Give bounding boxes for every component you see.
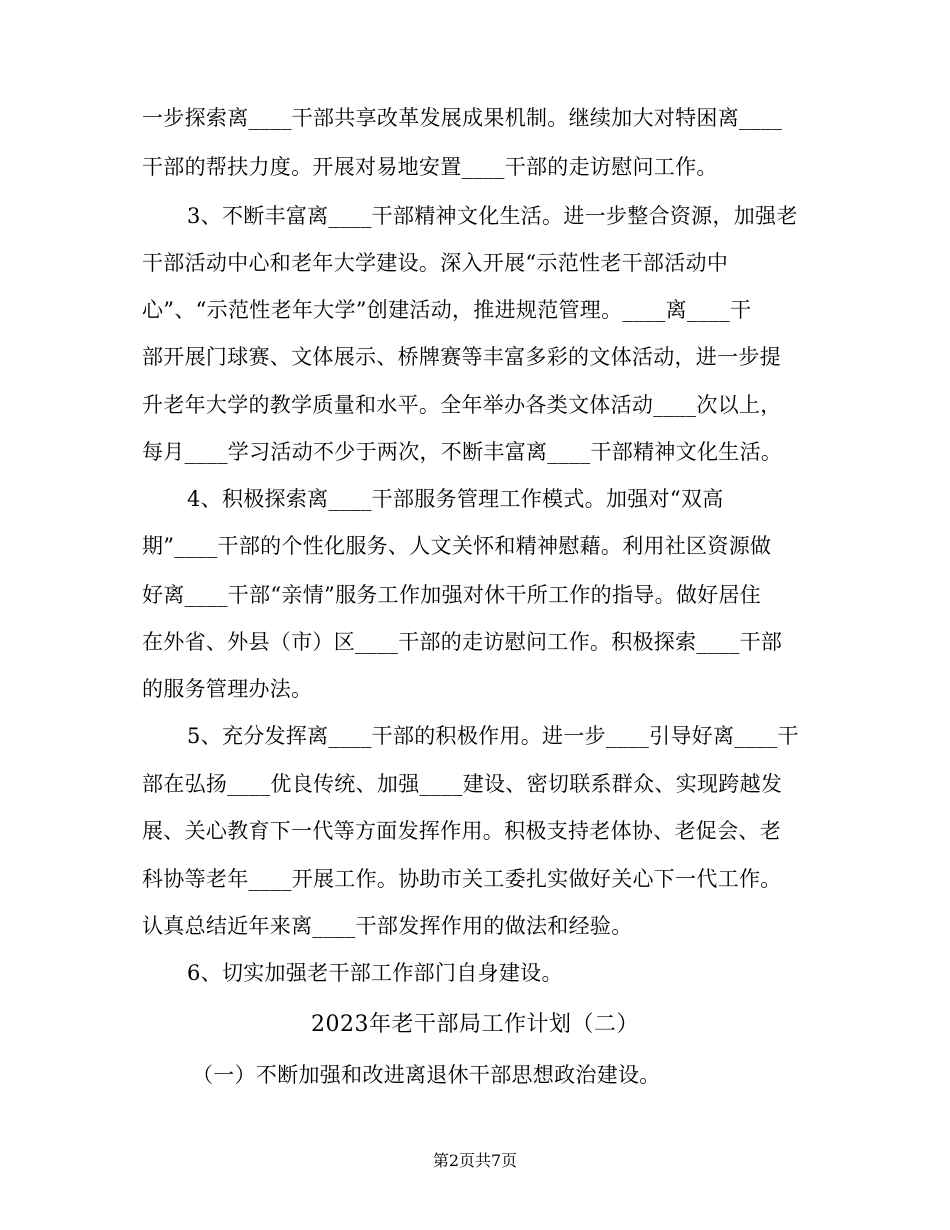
paragraph-5-line-2: 部在弘扬____优良传统、加强____建设、密切联系群众、实现跨越发 [142,772,783,796]
paragraph-5-line-5: 认真总结近年来离____干部发挥作用的做法和经验。 [142,914,633,938]
paragraph-3-line-5: 升老年大学的教学质量和水平。全年举办各类文体活动____次以上， [142,393,782,417]
paragraph-3-line-3: 心”、“示范性老年大学”创建活动，推进规范管理。____离____干 [142,298,752,322]
paragraph-3-line-6: 每月____学习活动不少于两次，不断丰富离____干部精神文化生活。 [142,440,783,464]
paragraph-4-line-3: 好离____干部“亲情”服务工作加强对休干所工作的指导。做好居住 [142,583,762,607]
paragraph-3-line-1: 3、不断丰富离____干部精神文化生活。进一步整合资源，加强老 [187,204,798,228]
paragraph-5-line-4: 科协等老年____开展工作。协助市关工委扎实做好关心下一代工作。 [142,867,782,891]
paragraph-4-line-5: 的服务管理办法。 [142,677,313,701]
paragraph-5-line-3: 展、关心教育下一代等方面发挥作用。积极支持老体协、老促会、老 [142,819,781,843]
paragraph-4-line-1: 4、积极探索离____干部服务管理工作模式。加强对“双高 [187,487,724,511]
section-title: 2023年老干部局工作计划（二） [311,1012,639,1037]
paragraph-5-line-1: 5、充分发挥离____干部的积极作用。进一步____引导好离____干 [187,724,799,748]
body-line-2: 干部的帮扶力度。开展对易地安置____干部的走访慰问工作。 [142,155,718,179]
section-subheading: （一）不断加强和改进离退休干部思想政治建设。 [192,1063,661,1087]
paragraph-4-line-2: 期”____干部的个性化服务、人文关怀和精神慰藉。利用社区资源做 [142,534,772,558]
paragraph-4-line-4: 在外省、外县（市）区____干部的走访慰问工作。积极探索____干部 [142,630,783,654]
paragraph-3-line-4: 部开展门球赛、文体展示、桥牌赛等丰富多彩的文体活动，进一步提 [142,345,781,369]
paragraph-3-line-2: 干部活动中心和老年大学建设。深入开展“示范性老干部活动中 [142,251,729,275]
paragraph-6-line-1: 6、切实加强老干部工作部门自身建设。 [187,961,563,985]
page-number-footer: 第2页共7页 [432,1151,518,1170]
body-line-1: 一步探索离____干部共享改革发展成果机制。继续加大对特困离____ [142,106,783,130]
